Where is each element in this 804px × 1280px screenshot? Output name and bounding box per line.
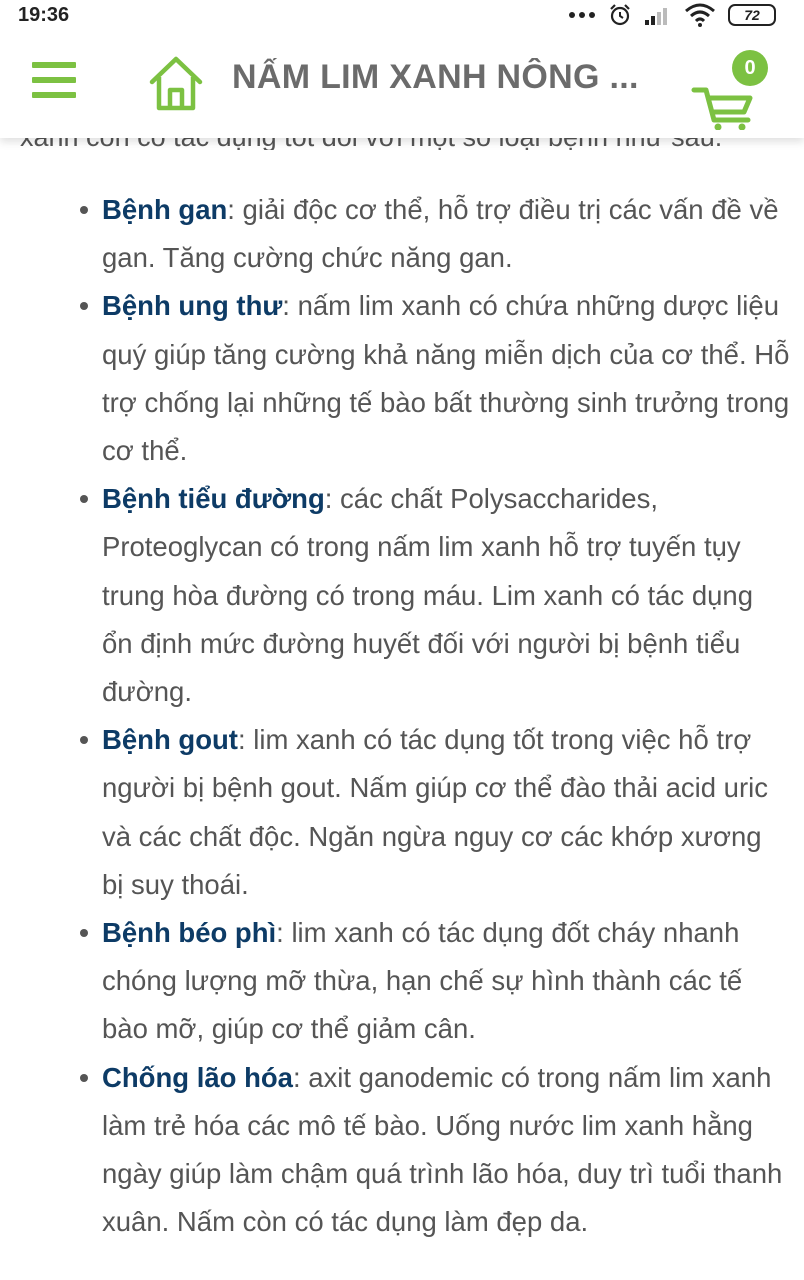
bullet-icon [80,929,88,937]
benefit-title: Bệnh gout [102,724,238,756]
cart-button[interactable] [690,50,780,130]
bullet-icon [80,206,88,214]
list-item [102,475,790,716]
site-title[interactable]: NẤM LIM XANH NÔNG ... [232,58,639,96]
battery-icon: 72 [728,4,776,26]
status-time: 19:36 [18,3,70,26]
list-item [102,282,790,475]
hamburger-menu-icon[interactable] [32,60,76,100]
benefit-title: Bệnh gan [102,194,228,225]
bullet-icon [80,1074,88,1082]
benefit-list [0,186,804,1246]
bullet-icon [80,302,88,310]
bullet-icon [80,736,88,744]
list-item [102,186,790,282]
bullet-icon [80,495,88,503]
alarm-icon [608,3,632,27]
benefit-text: : lim xanh có tác dụng tốt trong việc hỗ trợ người bị bệnh gout. Nấm giúp cơ thể đào thải acid uric và các chất độc. Ngăn ngừa nguy cơ các khớp xương bị suy thoái. [102,724,768,900]
benefit-text: : giải độc cơ thể, hỗ trợ điều trị các vấn đề về gan. Tăng cường chức năng gan. [102,194,779,274]
list-item [102,716,790,909]
site-header [0,30,804,138]
cart-count-badge: 0 [732,50,768,86]
benefit-text: : lim xanh có tác dụng đốt cháy nhanh chóng lượng mỡ thừa, hạn chế sự hình thành các tế bào mỡ, giúp cơ thể giảm cân. [102,917,743,1045]
article-content [0,186,804,1246]
benefit-title: Bệnh ung thư [102,290,283,322]
benefit-text: : các chất Polysaccharides, Proteoglycan có trong nấm lim xanh hỗ trợ tuyến tụy trung hòa đường có trong máu. Lim xanh có tác dụng ổn định mức đường huyết đối với người bị bệnh tiểu đường. [102,483,754,708]
benefit-title: Bệnh tiểu đường [102,483,325,515]
benefit-title: Bệnh béo phì [102,917,277,949]
home-icon[interactable] [148,54,204,112]
signal-icon [644,4,672,26]
benefit-title: Chống lão hóa [102,1061,293,1093]
benefit-text: : axit ganodemic có trong nấm lim xanh làm trẻ hóa các mô tế bào. Uống nước lim xanh hằng ngày giúp làm chậm quá trình lão hóa, duy trì tuổi thanh xuân. Nấm còn có tác dụng làm đẹp da. [102,1061,783,1238]
status-bar [0,0,804,30]
more-dots-icon [568,11,596,19]
status-icons [568,3,776,27]
list-item [102,909,790,1054]
benefit-text: : nấm lim xanh có chứa những dược liệu quý giúp tăng cường khả năng miễn dịch của cơ thể. Hỗ trợ chống lại những tế bào bất thường sinh trưởng trong cơ thể. [102,290,790,467]
wifi-icon [684,3,716,27]
list-item [102,1054,790,1247]
